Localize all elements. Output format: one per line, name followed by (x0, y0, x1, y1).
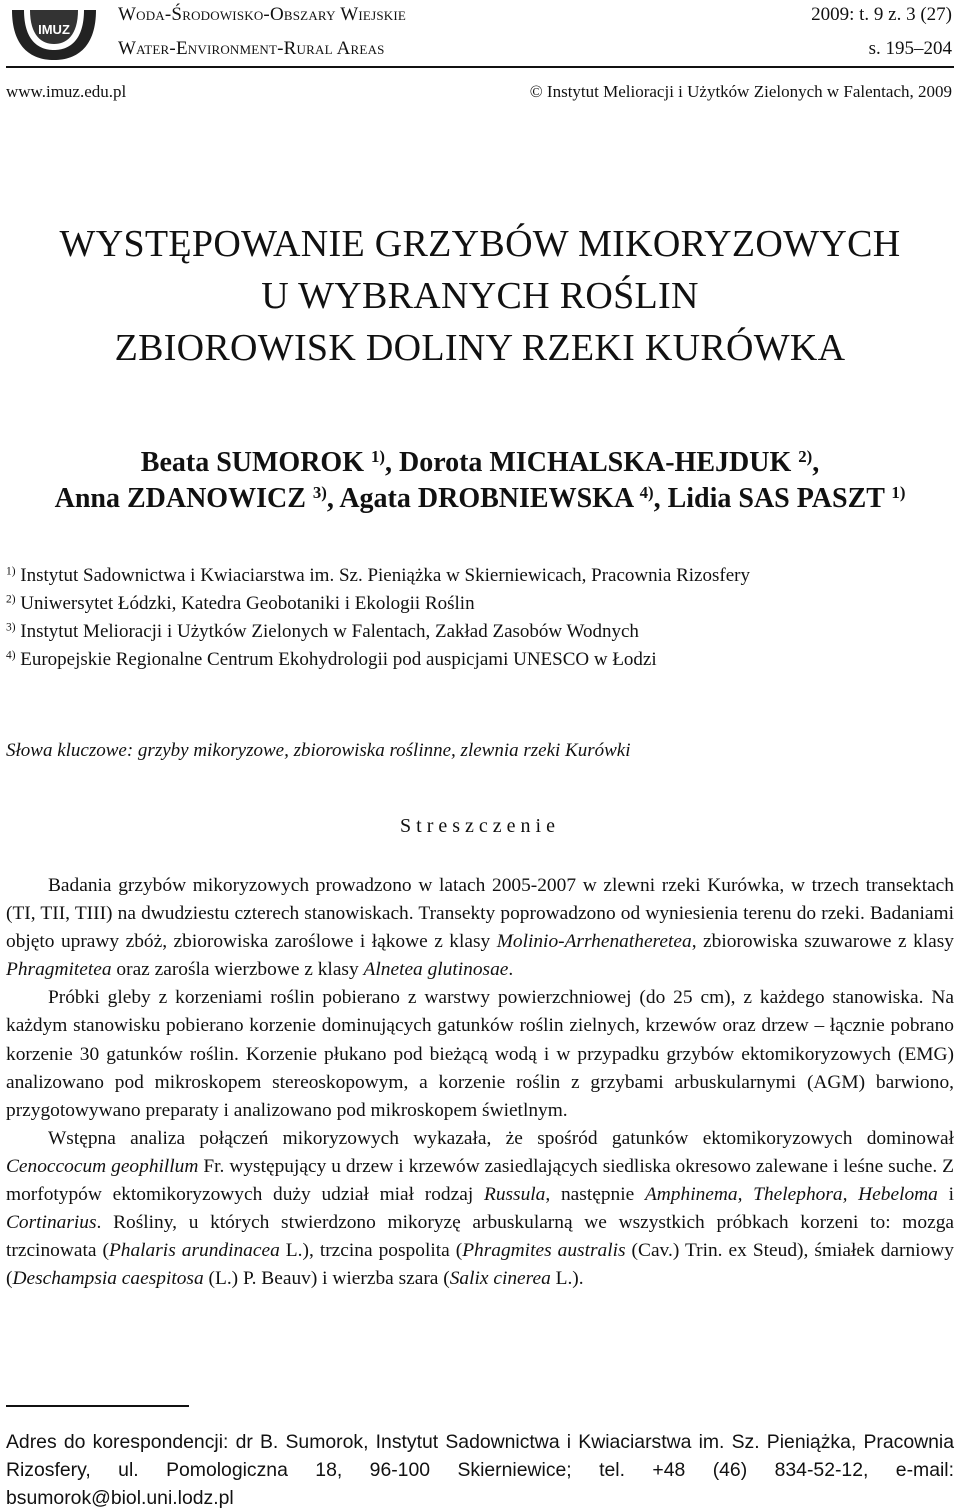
author-name: Beata SUMOROK (140, 447, 364, 478)
abstract-paragraph: Badania grzybów mikoryzowych prowadzono w latach 2005-2007 w zlewni rzeki Kurówka, w trzech transektach (TI, TII, TIII) na dwudziestu czterech stanowiskach. Transekty poprowadzono od wyniesienia terenu do rzeki. Badaniami objęto uprawy zbóż, zbiorowiska zaroślowe i łąkowe z klasy Molinio-Arrhenatheretea, zbiorowiska szuwarowe z klasy Phragmitetea oraz zarośla wierzbowe z klasy Alnetea glutinosae. (6, 875, 955, 981)
footnote-rule (6, 1405, 189, 1407)
author-name: Anna ZDANOWICZ (54, 483, 306, 514)
affiliation-item (6, 621, 639, 643)
affiliation-item (6, 649, 657, 671)
author-affil-mark: 4) (639, 482, 654, 502)
keywords: Słowa kluczowe: grzyby mikoryzowe, zbiorowiska roślinne, zlewnia rzeki Kurówki (6, 740, 631, 761)
author-affil-mark: 1) (370, 446, 385, 466)
affiliation-text: Uniwersytet Łódzki, Katedra Geobotaniki i Ekologii Roślin (20, 593, 475, 614)
volume-info: 2009: t. 9 z. 3 (27) (811, 4, 952, 25)
header-rule (6, 66, 954, 68)
abstract-heading: Streszczenie (400, 815, 560, 837)
correspondence-footnote: Adres do korespondencji: dr B. Sumorok, Instytut Sadownictwa i Kwiaciarstwa im. Sz. Pieniążka, Pracownia Rizosfery, ul. Pomologiczna 18, 96-100 Skierniewice; tel. +48 (46) 834-52-12, e-mail: bsumorok@biol.uni.lodz.pl (6, 1431, 954, 1509)
svg-text:IMUZ: IMUZ (38, 22, 70, 37)
copyright-notice: © Instytut Melioracji i Użytków Zielonych w Falentach, 2009 (529, 82, 952, 101)
title-line-3: ZBIOROWISK DOLINY RZEKI KURÓWKA (114, 327, 846, 369)
abstract-body (6, 872, 954, 1293)
author-name: Dorota MICHALSKA-HEJDUK (398, 447, 792, 478)
author-affil-mark: 2) (798, 446, 813, 466)
affiliation-mark: 3) (6, 621, 16, 634)
affiliation-mark: 4) (6, 649, 16, 662)
affiliation-text: Instytut Melioracji i Użytków Zielonych w Falentach, Zakład Zasobów Wodnych (20, 621, 639, 642)
imuz-logo (8, 6, 100, 64)
affiliation-item (6, 565, 750, 587)
affiliation-mark: 1) (6, 565, 16, 578)
author-affil-mark: 1) (891, 482, 906, 502)
affiliation-mark: 2) (6, 593, 16, 606)
journal-title-pl: Woda-Środowisko-Obszary Wiejskie (118, 4, 407, 25)
authors-line-2: Anna ZDANOWICZ $^{3)}$, Agata DROBNIEWSKA $^{4)}$, Lidia SAS PASZT $^{1)}$ (54, 482, 906, 514)
abstract-paragraph: Próbki gleby z korzeniami roślin pobierano z warstwy powierzchniowej (do 25 cm), z każdego stanowiska. Na każdym stanowisku pobierano korzenie dominujących gatunków roślin zielnych, krzewów oraz drzew – łącznie pobrano korzenie 30 gatunków roślin. Korzenie płukano pod bieżącą wodą i w przypadku grzybów ektomikoryzowych (EMG) analizowano pod mikroskopem stereoskopowym, a korzenie roślin z grzybami arbuskularnymi (AGM) barwiono, przygotowywano preparaty i analizowano pod mikroskopem świetlnym. (6, 987, 954, 1121)
page-range: s. 195–204 (868, 38, 952, 59)
title-line-2: U WYBRANYCH ROŚLIN (261, 275, 699, 317)
affiliation-text: Europejskie Regionalne Centrum Ekohydrologii pod auspicjami UNESCO w Łodzi (20, 649, 657, 670)
website-link[interactable]: www.imuz.edu.pl (6, 82, 127, 101)
affiliation-item (6, 593, 475, 615)
title-line-1: WYSTĘPOWANIE GRZYBÓW MIKORYZOWYCH (59, 223, 901, 265)
affiliation-text: Instytut Sadownictwa i Kwiaciarstwa im. Sz. Pieniążka w Skierniewicach, Pracownia Rizosfery (20, 565, 750, 586)
author-affil-mark: 3) (312, 482, 327, 502)
authors-line-1: Beata SUMOROK $^{1)}$, Dorota MICHALSKA-HEJDUK $^{2)}$, (140, 446, 820, 478)
journal-title-en: Water-Environment-Rural Areas (118, 38, 385, 59)
abstract-paragraph: Wstępna analiza połączeń mikoryzowych wykazała, że spośród gatunków ektomikoryzowych dominował Cenoccocum geophillum Fr. występujący u drzew i krzewów zasiedlających siedliska okresowo zalewane i leśne suche. Z morfotypów ektomikoryzowych duży udział miał rodzaj Russula, następnie Amphinema, Thelephora, Hebeloma i Cortinarius. Rośliny, u których stwierdzono mikoryzę arbuskularną we wszystkich próbkach korzeni to: mozga trzcinowata (Phalaris arundinacea L.), trzcina pospolita (Phragmites australis (Cav.) Trin. ex Steud), śmiałek darniowy (Deschampsia caespitosa (L.) P. Beauv) i wierzba szara (Salix cinerea L.). (6, 1127, 954, 1290)
author-name: Agata DROBNIEWSKA (339, 483, 633, 514)
author-name: Lidia SAS PASZT (667, 483, 885, 514)
